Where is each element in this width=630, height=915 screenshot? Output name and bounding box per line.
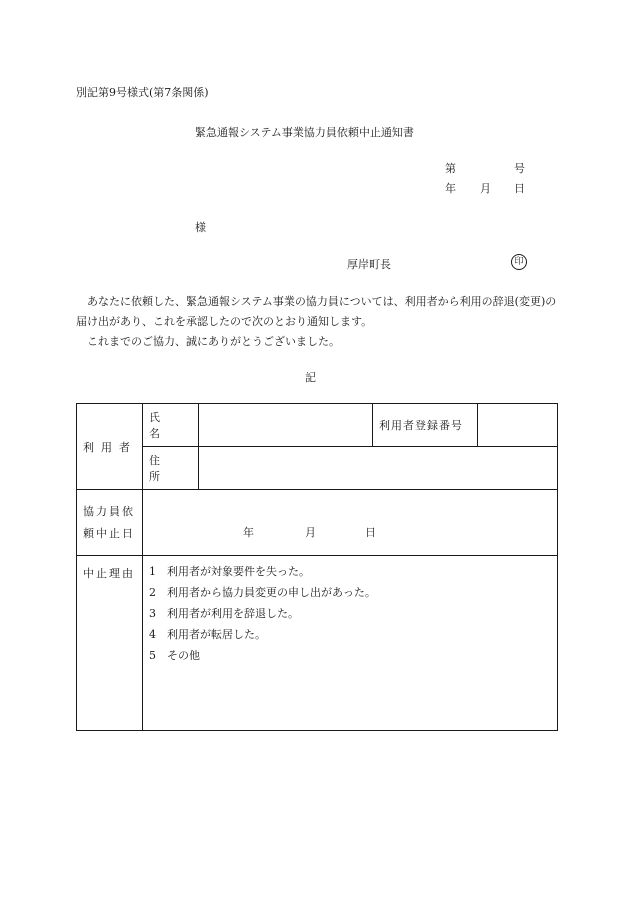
name-label: 氏名 xyxy=(149,411,178,440)
stop-date-value-cell[interactable] xyxy=(143,490,558,556)
name-label-cell xyxy=(143,404,199,447)
reason-list xyxy=(143,556,557,670)
stop-date-day: 日 xyxy=(365,526,376,539)
user-label-cell xyxy=(77,404,143,490)
reason-item[interactable] xyxy=(149,607,557,628)
reg-number-label: 利用者登録番号 xyxy=(379,419,463,432)
issue-date-month: 月 xyxy=(480,182,491,195)
reason-number: 1 xyxy=(149,565,156,578)
address-label: 住所 xyxy=(149,454,178,483)
stop-date-label-cell xyxy=(77,490,143,556)
reason-number: 5 xyxy=(149,649,156,662)
user-label: 利用者 xyxy=(83,440,137,454)
reason-text: 利用者が対象要件を失った。 xyxy=(167,565,310,578)
reason-label-cell xyxy=(77,556,143,731)
document-number-suffix: 号 xyxy=(514,162,525,175)
issue-date-year: 年 xyxy=(445,182,456,195)
address-value-cell[interactable] xyxy=(199,447,558,490)
stop-date-label-line1: 協力員依 xyxy=(83,504,135,518)
reason-item[interactable] xyxy=(149,586,557,607)
seal-mark: 印 xyxy=(511,254,527,270)
notice-form-table xyxy=(76,403,558,731)
stop-date-month: 月 xyxy=(305,526,316,539)
issuer-name: 厚岸町長 xyxy=(347,258,391,271)
document-number-label: 第 xyxy=(445,162,456,175)
reason-number: 2 xyxy=(149,586,156,599)
reg-number-label-cell xyxy=(373,404,478,447)
reason-item[interactable] xyxy=(149,628,557,649)
reason-text: その他 xyxy=(167,649,200,662)
reason-text: 利用者から協力員変更の申し出があった。 xyxy=(167,586,376,599)
reason-text: 利用者が利用を辞退した。 xyxy=(167,607,299,620)
notice-body xyxy=(76,292,561,352)
reason-text: 利用者が転居した。 xyxy=(167,628,266,641)
reason-list-cell xyxy=(143,556,558,731)
issue-date-day: 日 xyxy=(514,182,525,195)
notice-paragraph: あなたに依頼した、緊急通報システム事業の協力員については、利用者から利用の辞退(変更)の届け出があり、これを承認したので次のとおり通知します。 xyxy=(76,295,557,328)
address-label-cell xyxy=(143,447,199,490)
thanks-paragraph: これまでのご協力、誠にありがとうございました。 xyxy=(76,335,340,348)
addressee-suffix: 様 xyxy=(195,221,206,234)
stop-date-year: 年 xyxy=(243,526,254,539)
reason-label: 中止理由 xyxy=(83,567,135,580)
reason-number: 3 xyxy=(149,607,156,620)
name-value-cell[interactable] xyxy=(199,404,373,447)
reason-number: 4 xyxy=(149,628,156,641)
reason-item[interactable] xyxy=(149,565,557,586)
stop-date-label-line2: 頼中止日 xyxy=(83,526,135,540)
ki-heading: 記 xyxy=(305,371,316,384)
reason-item[interactable] xyxy=(149,649,557,670)
reg-number-value-cell[interactable] xyxy=(478,404,558,447)
document-title: 緊急通報システム事業協力員依頼中止通知書 xyxy=(195,126,414,139)
form-label: 別記第9号様式(第7条関係) xyxy=(76,86,209,99)
